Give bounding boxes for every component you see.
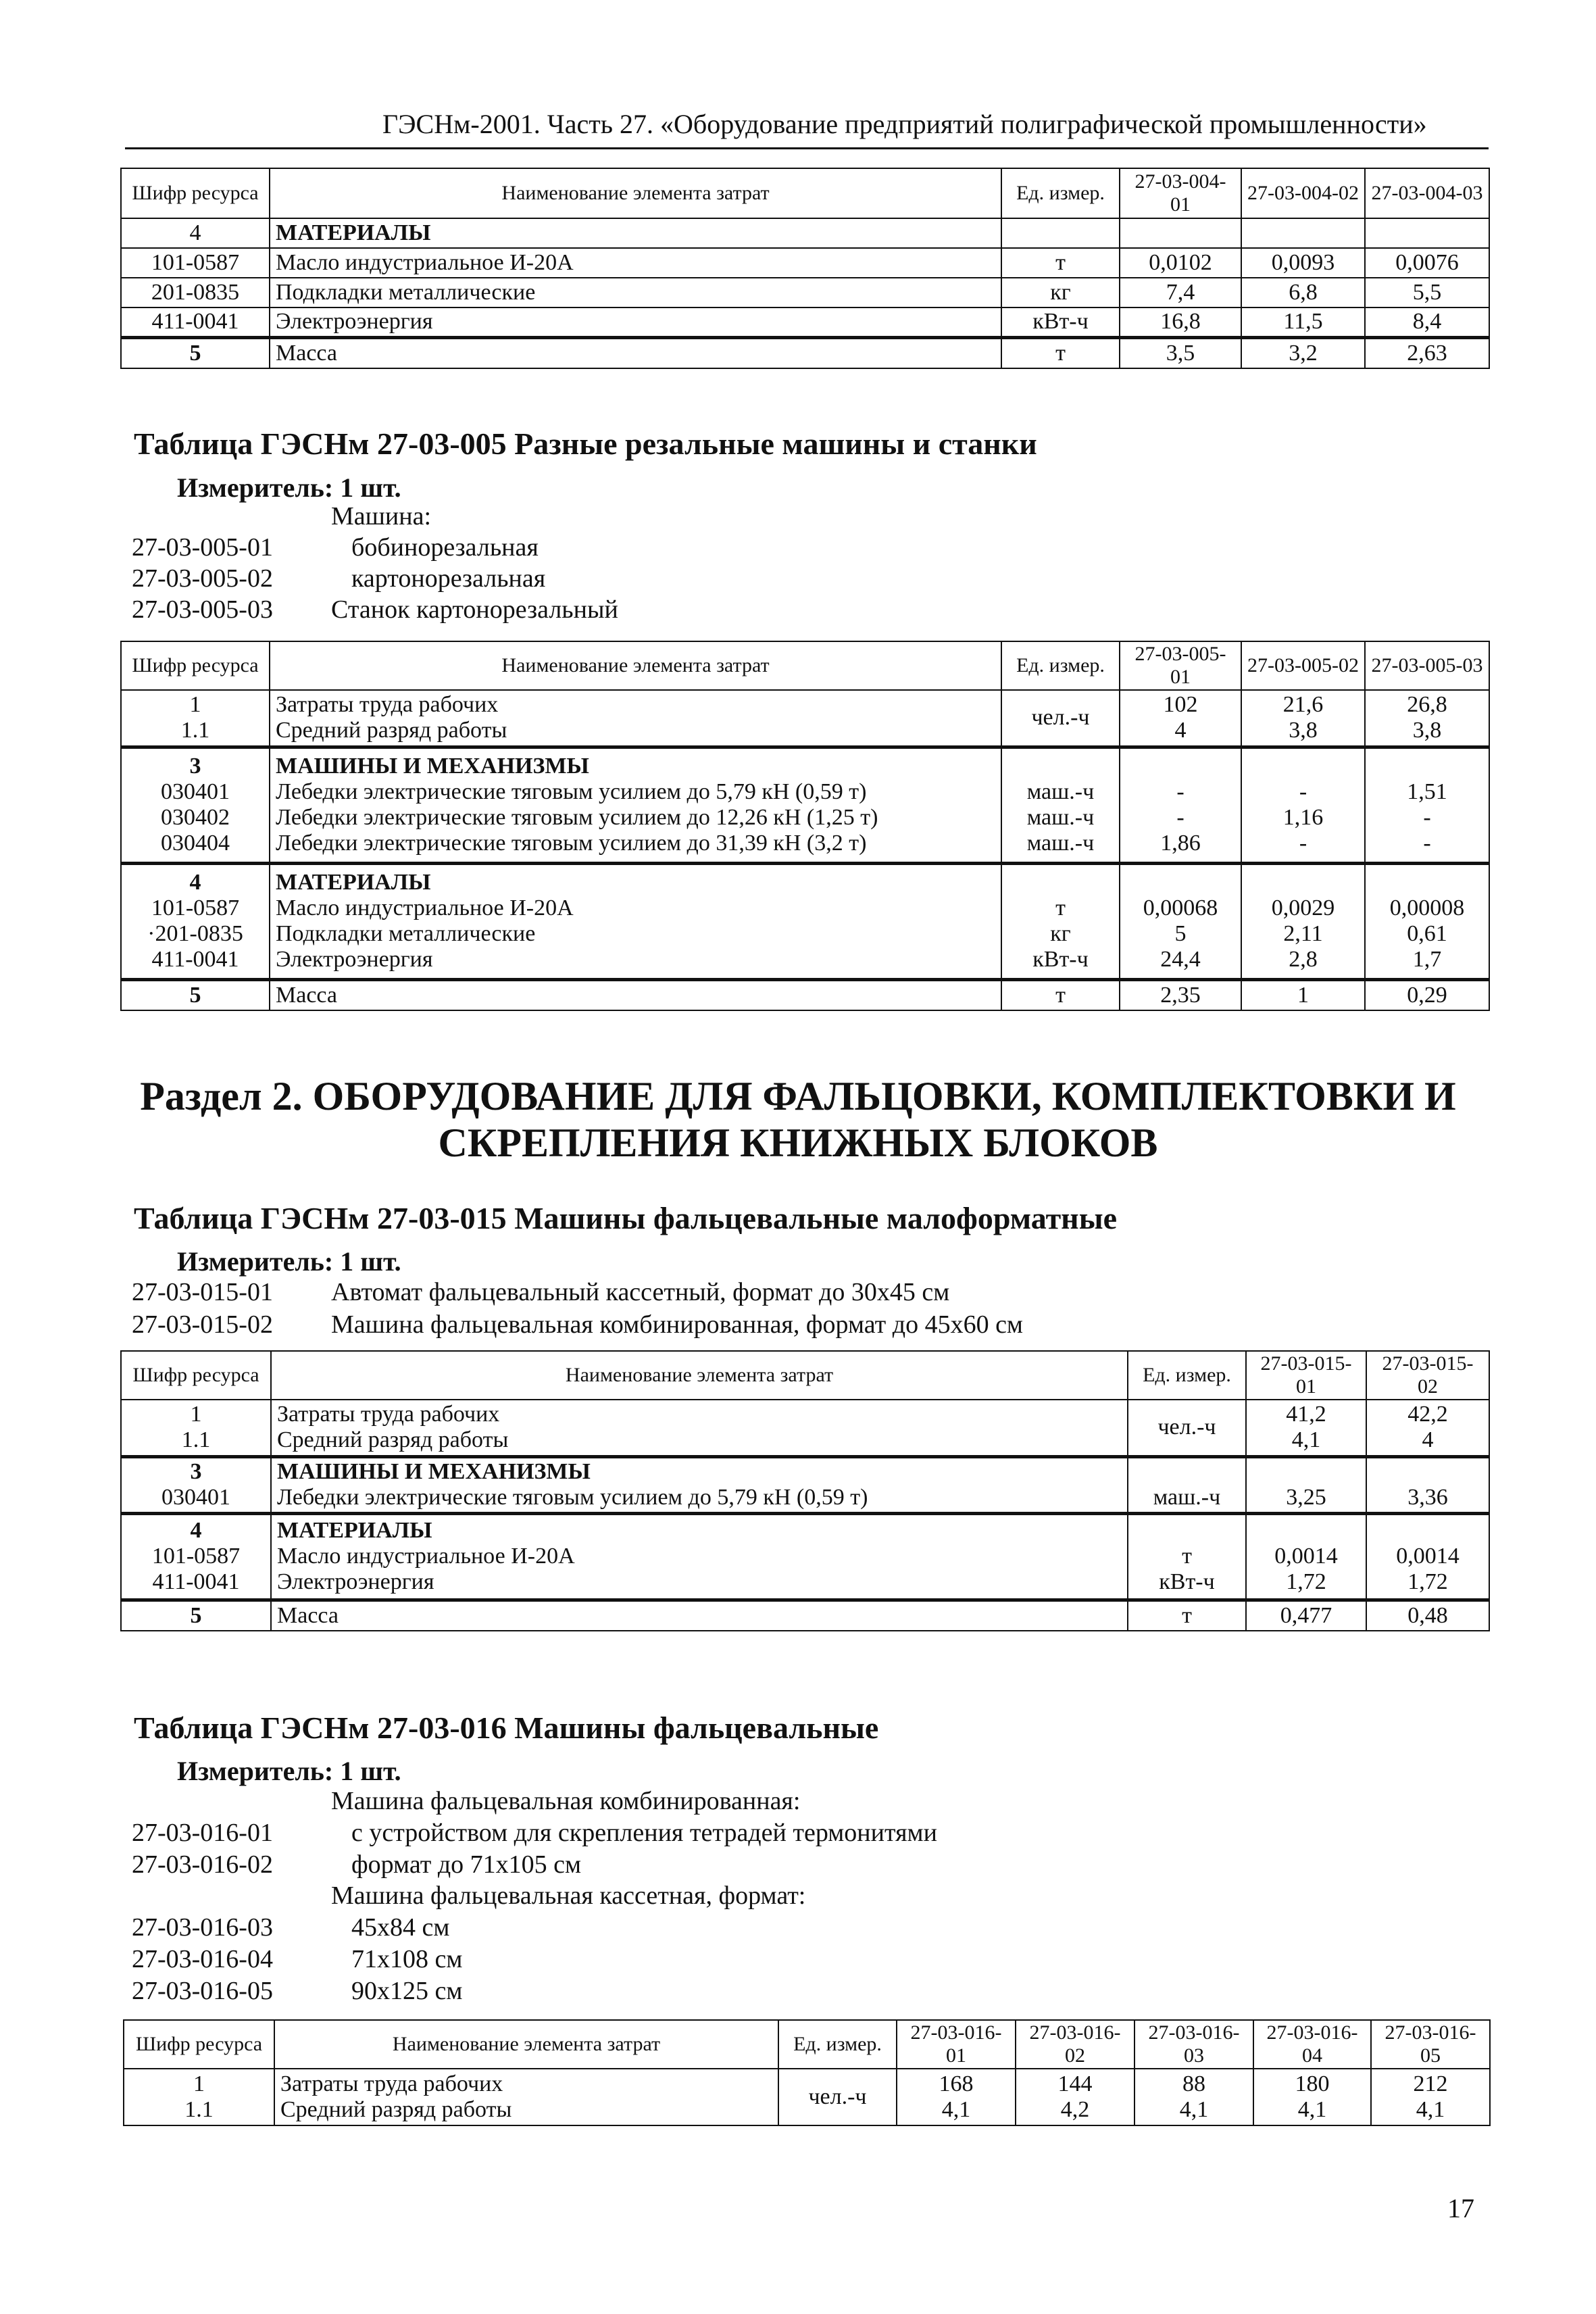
section-codes <box>121 1513 271 1600</box>
resource-code: 101-0587 <box>121 248 270 278</box>
resource-value <box>1126 754 1235 779</box>
resource-unit: маш.-ч <box>1153 1485 1221 1510</box>
section-names <box>271 1456 1128 1513</box>
resource-code: 4 <box>189 869 201 895</box>
section-values <box>1246 1456 1366 1513</box>
section-values <box>1366 1456 1489 1513</box>
resource-name: Масса <box>270 337 1001 368</box>
resource-value: 0,00068 <box>1143 895 1218 920</box>
resource-value <box>1247 754 1359 779</box>
item-text: 45х84 см <box>351 1913 450 1942</box>
resource-value: 7,4 <box>1120 278 1241 307</box>
resource-value: 26,8 <box>1407 692 1447 718</box>
resource-value: - <box>1299 831 1307 856</box>
resource-unit: т <box>1001 979 1120 1010</box>
col-value-header: 27-03-016-01 <box>897 2020 1016 2069</box>
resource-name: Лебедки электрические тяговым усилием до 31,39 кН (3,2 т) <box>276 831 867 856</box>
resource-value: 3,25 <box>1286 1485 1326 1510</box>
section-title-line: Раздел 2. ОБОРУДОВАНИЕ ДЛЯ ФАЛЬЦОВКИ, КОМПЛЕКТОВКИ И <box>140 1074 1456 1118</box>
section-values <box>1366 1400 1489 1456</box>
section-codes <box>124 2069 274 2125</box>
col-value-header: 27-03-016-03 <box>1134 2020 1253 2069</box>
col-code-header: Шифр ресурса <box>121 1351 271 1400</box>
item-text: 71х108 см <box>351 1945 463 1973</box>
section-values <box>1365 747 1489 863</box>
resource-value: 24,4 <box>1160 947 1201 973</box>
resource-value: 3,2 <box>1241 337 1365 368</box>
section-units <box>1001 863 1120 979</box>
resource-unit <box>1134 1459 1240 1485</box>
section-units <box>778 2069 897 2125</box>
resource-value: - <box>1423 831 1431 856</box>
section-values <box>1134 2069 1253 2125</box>
group-label: Машина фальцевальная комбинированная: <box>331 1787 801 1815</box>
resource-unit: кг <box>1001 278 1120 307</box>
item-code: 27-03-015-02 <box>132 1310 273 1339</box>
resource-unit: т <box>1055 895 1066 920</box>
resource-name: МАШИНЫ И МЕХАНИЗМЫ <box>277 1458 591 1484</box>
resource-code: 411-0041 <box>152 1569 240 1595</box>
resource-value: 42,2 <box>1407 1402 1448 1427</box>
resource-unit <box>1007 754 1114 779</box>
col-unit-header: Ед. измер. <box>778 2020 897 2069</box>
resource-value: 1,72 <box>1286 1569 1326 1595</box>
resource-value <box>1241 218 1365 248</box>
section-units <box>1128 1513 1246 1600</box>
resource-unit: маш.-ч <box>1026 805 1095 830</box>
resource-value: 2,63 <box>1365 337 1489 368</box>
table-005 <box>120 641 1490 1011</box>
resource-value: - <box>1176 805 1184 830</box>
resource-name: Электроэнергия <box>270 307 1001 337</box>
resource-value: 2,35 <box>1120 979 1241 1010</box>
resource-name: Затраты труда рабочих <box>277 1402 500 1427</box>
running-header: ГЭСНм-2001. Часть 27. «Оборудование предприятий полиграфической промышленности» <box>382 109 1427 139</box>
col-value-header: 27-03-015-02 <box>1366 1351 1489 1400</box>
resource-name: Средний разряд работы <box>280 2097 512 2122</box>
resource-code: 1 <box>190 1402 202 1427</box>
resource-name: Средний разряд работы <box>276 718 507 743</box>
item-code: 27-03-005-01 <box>132 533 273 562</box>
section-codes <box>121 690 270 747</box>
resource-code: 4 <box>121 218 270 248</box>
resource-name: Лебедки электрические тяговым усилием до 12,26 кН (1,25 т) <box>276 805 878 830</box>
table-title: Таблица ГЭСНм 27-03-015 Машины фальцевальные малоформатные <box>134 1201 1118 1235</box>
resource-name: Затраты труда рабочих <box>280 2071 503 2096</box>
resource-value: 3,8 <box>1289 718 1318 743</box>
resource-code: 101-0587 <box>151 895 240 920</box>
resource-value: 168 <box>939 2071 974 2096</box>
header-rule <box>125 147 1489 149</box>
resource-code: 1.1 <box>184 2097 214 2122</box>
resource-unit <box>1001 218 1120 248</box>
item-text: картонорезальная <box>351 564 546 593</box>
col-value-header: 27-03-016-04 <box>1253 2020 1371 2069</box>
resource-unit: кг <box>1050 921 1071 946</box>
resource-value <box>1126 870 1235 895</box>
resource-value: 4,1 <box>1297 2097 1327 2122</box>
resource-code: 030401 <box>161 779 230 804</box>
resource-value: 1,16 <box>1282 805 1324 830</box>
table-016 <box>123 2019 1491 2126</box>
resource-name: Масло индустриальное И-20А <box>270 248 1001 278</box>
resource-value: 41,2 <box>1286 1402 1326 1427</box>
resource-unit: кВт-ч <box>1001 307 1120 337</box>
resource-value: 6,8 <box>1241 278 1365 307</box>
resource-code: 3 <box>190 1458 202 1484</box>
section-values <box>1246 1400 1366 1456</box>
item-code: 27-03-005-02 <box>132 564 273 593</box>
resource-value: 4,2 <box>1060 2097 1090 2122</box>
item-text: Автомат фальцевальный кассетный, формат до 30х45 см <box>331 1278 950 1306</box>
group-label: Машина фальцевальная кассетная, формат: <box>331 1881 806 1910</box>
resource-value: 4,1 <box>1179 2097 1209 2122</box>
resource-value: 1 <box>1241 979 1365 1010</box>
resource-value: 144 <box>1057 2071 1093 2096</box>
col-value-header: 27-03-005-01 <box>1120 641 1241 690</box>
resource-name: Электроэнергия <box>276 947 433 973</box>
resource-code: ·201-0835 <box>147 921 243 946</box>
resource-unit: кВт-ч <box>1032 947 1089 973</box>
section-names <box>271 1513 1128 1600</box>
table-004 <box>120 168 1490 369</box>
item-code: 27-03-016-05 <box>132 1977 273 2005</box>
section-values <box>1365 690 1489 747</box>
resource-code: 030402 <box>161 805 230 830</box>
measure-unit: Измеритель: 1 шт. <box>177 1756 401 1786</box>
col-unit-header: Ед. измер. <box>1001 641 1120 690</box>
resource-value: 0,0014 <box>1396 1543 1460 1569</box>
resource-value: 5 <box>1174 921 1187 946</box>
section-codes <box>121 1456 271 1513</box>
resource-value <box>1365 218 1489 248</box>
resource-code: 5 <box>121 337 270 368</box>
section-values <box>1365 863 1489 979</box>
resource-code: 030401 <box>161 1485 230 1510</box>
resource-value: 0,0093 <box>1241 248 1365 278</box>
item-text: бобинорезальная <box>351 533 539 562</box>
col-value-header: 27-03-016-05 <box>1371 2020 1490 2069</box>
section-names <box>270 863 1001 979</box>
resource-value: 16,8 <box>1120 307 1241 337</box>
resource-name: Масса <box>270 979 1001 1010</box>
resource-value: 11,5 <box>1241 307 1365 337</box>
resource-code: 201-0835 <box>121 278 270 307</box>
resource-unit: кВт-ч <box>1159 1569 1215 1595</box>
resource-code: 411-0041 <box>121 307 270 337</box>
resource-value: 0,48 <box>1366 1600 1489 1631</box>
section-title <box>0 1073 1596 1166</box>
measure-unit: Измеритель: 1 шт. <box>177 472 401 503</box>
resource-value <box>1252 1518 1360 1544</box>
resource-name: Средний разряд работы <box>277 1427 509 1453</box>
resource-unit <box>1007 870 1114 895</box>
col-code-header: Шифр ресурса <box>121 168 270 218</box>
col-code-header: Шифр ресурса <box>121 641 270 690</box>
resource-unit: чел.-ч <box>808 2084 867 2109</box>
resource-code: 1 <box>193 2071 205 2096</box>
resource-value: 0,477 <box>1246 1600 1366 1631</box>
item-code: 27-03-016-01 <box>132 1819 273 1847</box>
resource-value: 1,51 <box>1407 779 1447 804</box>
resource-value: 2,11 <box>1283 921 1323 946</box>
section-values <box>1246 1513 1366 1600</box>
section-names <box>270 747 1001 863</box>
resource-value: 2,8 <box>1289 947 1318 973</box>
resource-value <box>1247 870 1359 895</box>
resource-value: - <box>1176 779 1184 804</box>
resource-name: Подкладки металлические <box>270 278 1001 307</box>
section-values <box>897 2069 1016 2125</box>
resource-value: 1,7 <box>1412 947 1442 973</box>
section-values <box>1241 690 1365 747</box>
resource-code: 1.1 <box>180 718 210 743</box>
resource-code: 1.1 <box>181 1427 211 1453</box>
page-number: 17 <box>1447 2193 1474 2223</box>
resource-unit: маш.-ч <box>1026 779 1095 804</box>
measure-unit: Измеритель: 1 шт. <box>177 1246 401 1277</box>
section-values <box>1371 2069 1490 2125</box>
section-values <box>1016 2069 1134 2125</box>
col-name-header: Наименование элемента затрат <box>270 641 1001 690</box>
section-codes <box>121 1400 271 1456</box>
item-code: 27-03-016-02 <box>132 1850 273 1879</box>
resource-value: 5,5 <box>1365 278 1489 307</box>
item-text: Машина фальцевальная комбинированная, формат до 45х60 см <box>331 1310 1023 1339</box>
item-code: 27-03-005-03 <box>132 595 273 624</box>
resource-value: 1,86 <box>1160 831 1201 856</box>
section-names <box>271 1400 1128 1456</box>
resource-name: Лебедки электрические тяговым усилием до 5,79 кН (0,59 т) <box>276 779 867 804</box>
section-title-line: СКРЕПЛЕНИЯ КНИЖНЫХ БЛОКОВ <box>438 1121 1158 1165</box>
section-values <box>1366 1513 1489 1600</box>
item-text: с устройством для скрепления тетрадей термонитями <box>351 1819 937 1847</box>
col-value-header: 27-03-005-03 <box>1365 641 1489 690</box>
col-value-header: 27-03-004-01 <box>1120 168 1241 218</box>
resource-code: 030404 <box>161 831 230 856</box>
item-text: формат до 71х105 см <box>351 1850 582 1879</box>
resource-value: 21,6 <box>1282 692 1324 718</box>
resource-value: 4,1 <box>941 2097 971 2122</box>
resource-value: 4 <box>1422 1427 1434 1453</box>
resource-value <box>1372 1459 1483 1485</box>
resource-value: 212 <box>1413 2071 1448 2096</box>
section-codes <box>121 747 270 863</box>
resource-unit: т <box>1001 248 1120 278</box>
resource-value: 4,1 <box>1416 2097 1445 2122</box>
resource-code: 4 <box>190 1517 202 1543</box>
col-name-header: Наименование элемента затрат <box>274 2020 778 2069</box>
section-values <box>1253 2069 1371 2125</box>
section-names <box>274 2069 778 2125</box>
col-code-header: Шифр ресурса <box>124 2020 274 2069</box>
resource-value: 180 <box>1295 2071 1330 2096</box>
section-values <box>1120 747 1241 863</box>
section-units <box>1001 690 1120 747</box>
item-text: 90х125 см <box>351 1977 463 2005</box>
resource-unit: т <box>1182 1543 1192 1569</box>
section-values <box>1120 863 1241 979</box>
resource-value: 88 <box>1182 2071 1205 2096</box>
resource-code: 5 <box>121 1600 271 1631</box>
resource-value: - <box>1423 805 1431 830</box>
table-015 <box>120 1350 1490 1631</box>
item-text: Станок картонорезальный <box>331 595 618 624</box>
resource-value: 0,00008 <box>1389 895 1465 920</box>
resource-name: Масло индустриальное И-20А <box>277 1543 575 1569</box>
section-values <box>1241 863 1365 979</box>
resource-value: 8,4 <box>1365 307 1489 337</box>
resource-name: Лебедки электрические тяговым усилием до 5,79 кН (0,59 т) <box>277 1485 868 1510</box>
resource-code: 411-0041 <box>151 947 239 973</box>
resource-code: 3 <box>189 753 201 779</box>
resource-value: 0,0102 <box>1120 248 1241 278</box>
col-unit-header: Ед. измер. <box>1128 1351 1246 1400</box>
resource-code: 5 <box>121 979 270 1010</box>
col-value-header: 27-03-016-02 <box>1016 2020 1134 2069</box>
group-label: Машина: <box>331 502 432 531</box>
section-codes <box>121 863 270 979</box>
table-title: Таблица ГЭСНм 27-03-016 Машины фальцевальные <box>134 1710 879 1745</box>
resource-value: 0,61 <box>1407 921 1447 946</box>
resource-name: МАТЕРИАЛЫ <box>277 1517 432 1543</box>
resource-value: 4,1 <box>1291 1427 1321 1453</box>
section-values <box>1241 747 1365 863</box>
resource-name: Электроэнергия <box>277 1569 434 1595</box>
resource-unit: чел.-ч <box>1031 705 1090 731</box>
resource-unit: маш.-ч <box>1026 831 1095 856</box>
resource-value: 0,29 <box>1365 979 1489 1010</box>
resource-code: 1 <box>189 692 201 718</box>
col-value-header: 27-03-015-01 <box>1246 1351 1366 1400</box>
resource-value: 0,0014 <box>1274 1543 1338 1569</box>
resource-value: 3,8 <box>1412 718 1442 743</box>
col-name-header: Наименование элемента затрат <box>270 168 1001 218</box>
resource-value <box>1252 1459 1360 1485</box>
resource-value <box>1372 1518 1483 1544</box>
resource-name: Подкладки металлические <box>276 921 536 946</box>
resource-unit <box>1134 1518 1240 1544</box>
resource-value <box>1371 754 1483 779</box>
resource-value: 3,5 <box>1120 337 1241 368</box>
col-value-header: 27-03-005-02 <box>1241 641 1365 690</box>
resource-value <box>1371 870 1483 895</box>
section-values <box>1120 690 1241 747</box>
resource-name: МАШИНЫ И МЕХАНИЗМЫ <box>276 753 589 779</box>
resource-name: Затраты труда рабочих <box>276 692 499 718</box>
resource-value: - <box>1299 779 1307 804</box>
col-value-header: 27-03-004-03 <box>1365 168 1489 218</box>
col-value-header: 27-03-004-02 <box>1241 168 1365 218</box>
resource-value: 0,0076 <box>1365 248 1489 278</box>
section-units <box>1128 1400 1246 1456</box>
resource-value: 0,0029 <box>1271 895 1335 920</box>
col-unit-header: Ед. измер. <box>1001 168 1120 218</box>
col-name-header: Наименование элемента затрат <box>271 1351 1128 1400</box>
section-units <box>1128 1456 1246 1513</box>
resource-unit: т <box>1001 337 1120 368</box>
resource-value: 102 <box>1163 692 1198 718</box>
resource-name: Масса <box>271 1600 1128 1631</box>
resource-value: 4 <box>1174 718 1187 743</box>
resource-value: 1,72 <box>1407 1569 1448 1595</box>
resource-value <box>1120 218 1241 248</box>
section-units <box>1001 747 1120 863</box>
resource-name: МАТЕРИАЛЫ <box>276 869 431 895</box>
table-title: Таблица ГЭСНм 27-03-005 Разные резальные машины и станки <box>134 426 1037 461</box>
resource-code: 101-0587 <box>151 1543 241 1569</box>
resource-unit: чел.-ч <box>1157 1414 1216 1440</box>
resource-name: МАТЕРИАЛЫ <box>270 218 1001 248</box>
item-code: 27-03-016-03 <box>132 1913 273 1942</box>
resource-value: 3,36 <box>1407 1485 1448 1510</box>
section-names <box>270 690 1001 747</box>
item-code: 27-03-016-04 <box>132 1945 273 1973</box>
resource-name: Масло индустриальное И-20А <box>276 895 574 920</box>
resource-unit: т <box>1128 1600 1246 1631</box>
item-code: 27-03-015-01 <box>132 1278 273 1306</box>
